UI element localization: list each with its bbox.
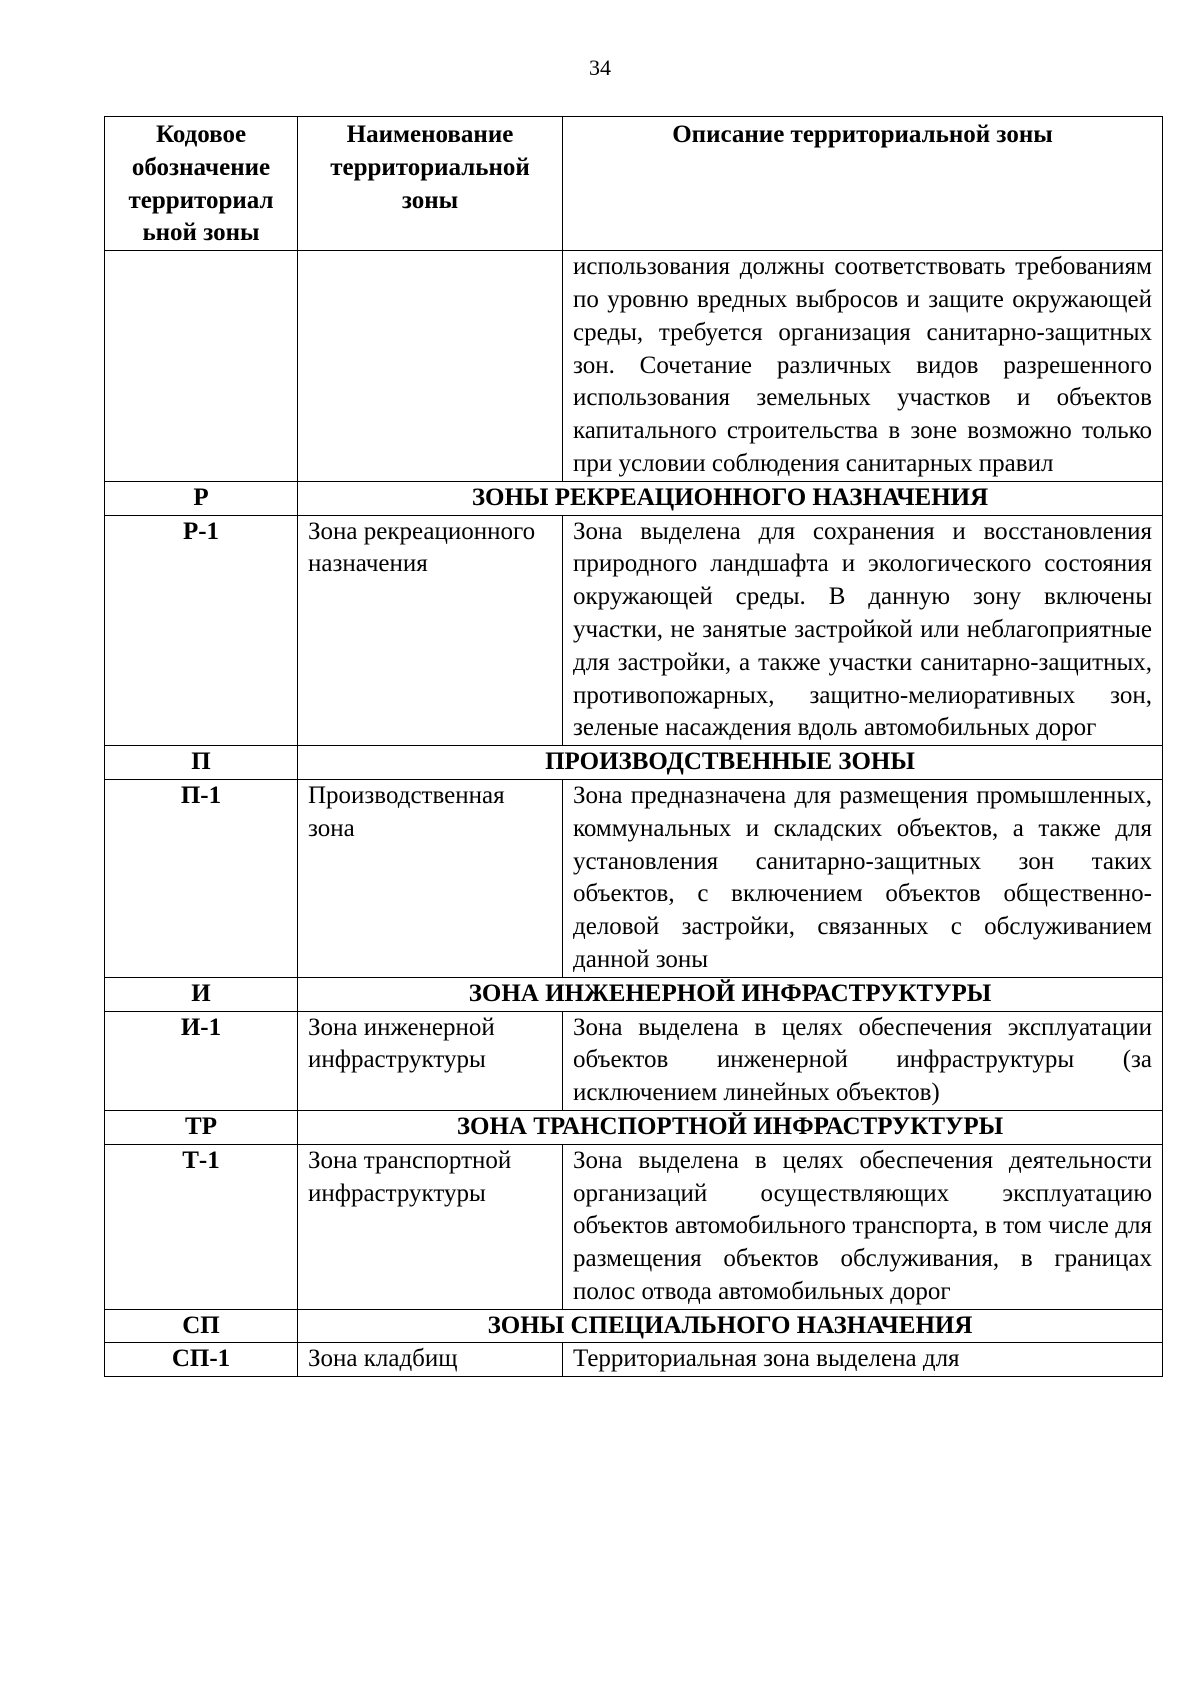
section-code: П bbox=[105, 746, 298, 780]
zone-name-cell: Зона кладбищ bbox=[298, 1343, 563, 1377]
header-zone-code: Кодовое обозначение территориал ьной зоны bbox=[105, 117, 298, 251]
zone-description-cell: Зона предназначена для размещения промышленных, коммунальных и складских объектов, а также для установления санитарно-защитных зон таких объектов, с включением объектов общественно-деловой застройки, связанных с обслуживанием данной зоны bbox=[563, 779, 1163, 977]
header-zone-name: Наименование территориальной зоны bbox=[298, 117, 563, 251]
zone-name-cell: Зона рекреационного назначения bbox=[298, 515, 563, 746]
section-code: И bbox=[105, 977, 298, 1011]
section-title: ЗОНЫ РЕКРЕАЦИОННОГО НАЗНАЧЕНИЯ bbox=[298, 481, 1163, 515]
zone-code-cell: Т-1 bbox=[105, 1144, 298, 1309]
zone-code-cell: И-1 bbox=[105, 1011, 298, 1110]
table-row bbox=[105, 1011, 1163, 1110]
zone-name-cell: Зона инженерной инфраструктуры bbox=[298, 1011, 563, 1110]
zone-description-cell: Территориальная зона выделена для bbox=[563, 1343, 1163, 1377]
zone-code-cell: Р-1 bbox=[105, 515, 298, 746]
table-row bbox=[105, 251, 1163, 482]
section-row-engineering bbox=[105, 977, 1163, 1011]
table-header-row bbox=[105, 117, 1163, 251]
zone-code-cell: СП-1 bbox=[105, 1343, 298, 1377]
zone-name-cell bbox=[298, 251, 563, 482]
section-code: Р bbox=[105, 481, 298, 515]
zone-description-cell: использования должны соответствовать требованиям по уровню вредных выбросов и защите окружающей среды, требуется организация санитарно-защитных зон. Сочетание различных видов разрешенного использования земельных участков и объектов капитального строительства в зоне возможно только при условии соблюдения санитарных правил bbox=[563, 251, 1163, 482]
section-row-recreation bbox=[105, 481, 1163, 515]
territorial-zones-table bbox=[104, 116, 1163, 1377]
section-code: ТР bbox=[105, 1110, 298, 1144]
table-row bbox=[105, 779, 1163, 977]
zone-code-cell: П-1 bbox=[105, 779, 298, 977]
section-row-industrial bbox=[105, 746, 1163, 780]
zone-name-cell: Производственная зона bbox=[298, 779, 563, 977]
zone-description-cell: Зона выделена для сохранения и восстановления природного ландшафта и экологического состояния окружающей среды. В данную зону включены участки, не занятые застройкой или неблагоприятные для застройки, а также участки санитарно-защитных, противопожарных, защитно-мелиоративных зон, зеленые насаждения вдоль автомобильных дорог bbox=[563, 515, 1163, 746]
zone-name-cell: Зона транспортной инфраструктуры bbox=[298, 1144, 563, 1309]
header-zone-description: Описание территориальной зоны bbox=[563, 117, 1163, 251]
zone-description-cell: Зона выделена в целях обеспечения деятельности организаций осуществляющих эксплуатацию объектов автомобильного транспорта, в том числе для размещения объектов обслуживания, в границах полос отвода автомобильных дорог bbox=[563, 1144, 1163, 1309]
zone-description-cell: Зона выделена в целях обеспечения эксплуатации объектов инженерной инфраструктуры (за исключением линейных объектов) bbox=[563, 1011, 1163, 1110]
section-title: ПРОИЗВОДСТВЕННЫЕ ЗОНЫ bbox=[298, 746, 1163, 780]
section-title: ЗОНА ТРАНСПОРТНОЙ ИНФРАСТРУКТУРЫ bbox=[298, 1110, 1163, 1144]
page-number: 34 bbox=[589, 55, 611, 80]
table-row bbox=[105, 1144, 1163, 1309]
section-row-transport bbox=[105, 1110, 1163, 1144]
section-row-special bbox=[105, 1309, 1163, 1343]
section-title: ЗОНА ИНЖЕНЕРНОЙ ИНФРАСТРУКТУРЫ bbox=[298, 977, 1163, 1011]
table-row bbox=[105, 1343, 1163, 1377]
section-code: СП bbox=[105, 1309, 298, 1343]
table-row bbox=[105, 515, 1163, 746]
zone-code-cell bbox=[105, 251, 298, 482]
section-title: ЗОНЫ СПЕЦИАЛЬНОГО НАЗНАЧЕНИЯ bbox=[298, 1309, 1163, 1343]
